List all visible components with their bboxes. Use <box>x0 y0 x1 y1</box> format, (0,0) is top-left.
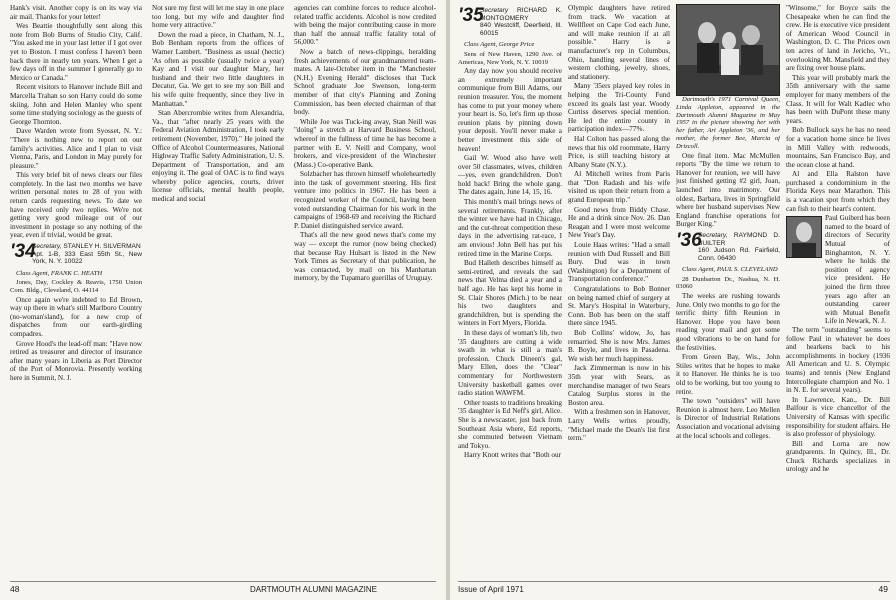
class-agent-address: Jones, Day, Cockley & Reavis, 1750 Union Com. Bldg., Cleveland, O. 44114 <box>10 279 142 294</box>
class-agent: Class Agent, PAUL S. CLEVELAND <box>682 266 778 274</box>
paragraph: The weeks are rushing towards June. Only two months to go for the terrific thirty fifth Reunion in Hanover. Hope you have been reading your mail and got some good vibrations to be on hand for the festivities. <box>676 292 780 352</box>
class-secretary: Secretary, STANLEY H. SILVERMAN Apt. 1-B, 333 East 55th St., New York, N. Y. 10022 <box>32 243 142 266</box>
left-col-1 <box>10 4 142 574</box>
paragraph: Al Mitchell writes from Paris that "Don Radash and his wife visited us upon their return from a grand European trip." <box>568 170 670 205</box>
paragraph: In Lawrence, Kan., Dr. Bill Balfour is vice chancellor of the University of Kansas with specific responsibility for student affairs. He is also professor of physiology. <box>786 395 890 439</box>
right-col-3 <box>676 4 780 574</box>
paragraph: This very brief bit of news clears our files completely. In the last two months we have written personal notes to 28 of you with return cards requesting news. To date we have received only two replies. We're not getting very good mileage out of our investment in postage so any nothing of the year, even if trivial, would be great. <box>10 171 142 240</box>
paragraph: Not sure my first will let me stay in one place too long, but my wife and daughter find home very attractive." <box>152 4 284 30</box>
paragraph: This year will probably mark the 35th anniversary with the same employer for many members of the Class. It will for Walt Kadlec who has been with DuPont these many years. <box>786 73 890 125</box>
paragraph: Dave Warden wrote from Syosset, N. Y.: "There is nothing new to report on our family's activities. Alice and I plan to visit Vienna, Paris, and London in May purely for pleasure." <box>10 127 142 170</box>
paragraph: Louie Haas writes: "Had a small reunion with Dud Russell and Bill Bury. Dud was in town (Washington) for a Department of Transportation conference." <box>568 241 670 284</box>
class-agent-address: 28 Dunbarton Dr., Nashua, N. H. 03060 <box>676 275 780 291</box>
left-col-2 <box>152 4 284 574</box>
paragraph: The town "outsiders" will have Reunion is almost here. Leo Mellen is Director of Industrial Relations Association and vocational advising at the local schools and colleges. <box>676 397 780 440</box>
paragraph: Al and Ella Ralston have purchased a condominium in the Florida Keys near Marathon. This is a vacation spot from which they can fish to their heart's content. <box>786 170 890 213</box>
paragraph: agencies can combine forces to reduce alcohol-related traffic accidents. Alcohol is now credited with being the major contributing cause in more than half the annual traffic fatality total of 56,000." <box>294 4 436 47</box>
right-col-1 <box>458 4 562 574</box>
paragraph: Bud Halleth describes himself as semi-retired, and reveals the sad news that Velma died a year and a half ago. He has kept his home in St. Clair Shores (Mich.) to be near his two daughters and grandchildren, but is spending the winters in Fort Myers, Florida. <box>458 259 562 328</box>
class-secretary: Secretary, RAYMOND D. BUILTER 160 Judson Rd. Fairfield, Conn. 06430 <box>698 231 780 262</box>
right-page <box>450 0 896 600</box>
paragraph: Olympic daughters have retired from track. We vacation at Wellfleet on Cape Cod each June, and will make reunion if at all possible." Harry is a manufacturer's rep in Columbus, Ohio, handling several lines of western clothing, jewelry, shoes, and stationery. <box>568 4 670 81</box>
paragraph: Congratulations to Bob Bonner on being named chief of surgery at St. Mary's Hospital in Waterbury, Conn. Bob has been on the staff there since 1945. <box>568 285 670 328</box>
class-heading-1936 <box>676 229 780 262</box>
paragraph: In these days of woman's lib, two '35 daughters are cutting a wide swath in what is still a man's profession. Chuck Dineen's gal, Mary Ellen, does the "Clear" commentary for Northwestern University basketball games over radio station WAWFM. <box>458 328 562 398</box>
paragraph: The term "outstanding" seems to follow Paul in whatever he does and hearkens back to his accomplishments in hockey (1936 All American and U. S. Olympic teams) and tennis (New England Intercollegiate champion and No. 1 in N. E. for several years). <box>786 325 890 395</box>
paragraph: Hal Colton has passed along the news that his old roommate, Harry Price, is still teaching history at Albany State (N.Y.). <box>568 134 670 169</box>
paragraph: Recent visitors to Hanover include Bill and Marcella Trahan so son Harry could do some skiing. John and Helen Manley who spent some time studying sociology as the guests of George Thornton. <box>10 83 142 126</box>
paragraph: Once again we're indebted to Ed Brown, way up there in what's still Marlboro Country (no-woman'sland), for a new crop of dispatches from our earth-girdling compadres. <box>10 295 142 338</box>
paragraph: One final item. Mac McMullen reports "By the time we return to Hanover for reunion, we will have just finished getting #2 girl, Joan, launched into matrimony. Our oldest, Barbara, lives in Springfield where her husband supervises New England franchise operations for Burger King." <box>676 151 780 229</box>
class-year: '36 <box>676 229 702 251</box>
footer-rule <box>458 581 890 582</box>
class-year: '34 <box>10 241 36 263</box>
paragraph: That's all the new good news that's come my way — except the rumor (now being checked) that because Ray Hulsart is listed in the New York Times as Secretary of that publication, he was contacted, by mail on his Manhattan memory, by the Tupamaro guerillas of Uruguay. <box>294 231 436 283</box>
guiberd-photo <box>786 216 822 258</box>
paragraph: Many '35ers played key roles in helping the Tri-County Fund exceed its goals last year. Woody Curtiss deserves special mention. He led the entire county in participation index—77%. <box>568 82 670 134</box>
class-agent: Class Agent, FRANK C. HEATH <box>16 269 103 277</box>
paragraph: While Joe was Tuck-ing away, Stan Neill was "doing" a stretch at Harvard Business School, whereof in the fullness of time he has become a partner with E. V. Neill and Company, wool brokers, and vice-president of the Winchester (Mass.) Co-operative Bank. <box>294 117 436 169</box>
issue-line: Issue of April 1971 <box>458 585 524 594</box>
paragraph: With a freshmen son in Hanover, Larry Wells writes proudly, "Michael made the Dean's list first term." <box>568 408 670 443</box>
paragraph: Paul Guiberd has been named to the board of directors of Security Mutual of Binghamton, N. Y. where he holds the position of agency vice president. He joined the firm three years ago after an outstanding career with Mutual Benefit Life in Newark, N. J. <box>825 214 890 326</box>
class-year: '35 <box>458 5 484 26</box>
paragraph: Any day now you should receive an extremely important communique from Bill Adams, our reunion treasurer. You, the moment has come to put your money where your heart is. So, let's firm up those reunion plans by pinning down your deposit. You'll never make a better investment this side of heaven! <box>458 67 562 153</box>
paragraph: Bob Bullock says he has no need for a vacation home since he lives in Mill Valley with redwoods, mountains, San Francisco Bay, and the ocean close at hand. <box>786 126 890 169</box>
page-number: 49 <box>878 584 888 594</box>
right-col-2 <box>568 4 670 574</box>
class-agent: Class Agent, George Price <box>464 41 535 49</box>
guiberd-block <box>786 214 890 326</box>
paragraph: Other toasts to traditions breaking '35 daughter is Ed Neff's girl, Alice. She is a newscaster, just back from Southeast Asia where, Ed reports, she commuted between Vietnam and Tokyo. <box>458 398 562 450</box>
paragraph: Bob Collins' widow, Jo, has remarried. She is now Mrs. James B. Boyle, and lives in Pasadena. We wish her much happiness. <box>568 328 670 363</box>
paragraph: Down the road a piece, in Chatham, N. J., Bob Benham reports from the offices of Warner Lambert. "Business as usual (hectic) 'As often as possible (usually twice a year) Kay and I visit our daughter Mary, her husband and their two little daughters in Decatur, Ga. We get to see my son Bill and his wife quite frequently, since they live in Manhattan." <box>152 30 284 108</box>
paragraph: Solzbacher has thrown himself wholeheartedly into the task of government steering. His first venture into politics in 1967. He has been a recognized worker of the Council, having been voted outstanding Chairman for his work in the campaigns of 1968-69 and receiving the Richard P. Daniel distinguished service award. <box>294 170 436 230</box>
paragraph: Wes Beattie thoughtfully sent along this note from Bob Burns of Studio City, Calif. "You asked me in your last letter if I got over yet to Boston. I must confess I haven't been back there in nearly ten years. When I get a few days off in the summer I generally go to Mexico or Canada." <box>10 22 142 82</box>
paragraph: Jack Zimmerman is now in his 35th year with Sears, as merchandise manager of two Sears Catalog Surplus stores in the Boston area. <box>568 364 670 407</box>
photo-caption: Dartmouth's 1971 Carnival Queen, Linda Appleton, appeared in the Dartmouth Alumni Magazine in May 1957 in the picture showing her with her father, Art Appleton '36, and her mother, the former Bee, Marcia of Drizcoll. <box>676 96 780 150</box>
left-col-3 <box>294 4 436 574</box>
paragraph: Now a batch of news-clippings, heralding fresh achievements of our grandmannered team-mates. A late-October item in the "Manchester (N.H.) Evening Herald" discloses that Tuck School graduate Joe Swenson, long-term member of that city's Planning and Zoning Commission, has been elected chairman of that body. <box>294 47 436 117</box>
paragraph: This month's mail brings news of several retirements. Frankly, after the winter we have had in Chicago, and the cut-throat competition these days in the advertising rat-race, I am envious! John Bell has put his retired time in the Marine Corps. <box>458 198 562 258</box>
footer-rule <box>10 581 436 582</box>
class-heading-1935 <box>458 7 562 37</box>
page-number: 48 <box>10 584 20 594</box>
paragraph: Grove Hood's the lead-off man: "Have now retired as treasurer and director of insurance after many years in Liberia as Port Director of the Port of Monrovia. Presently working here in Summit, N. J. <box>10 339 142 382</box>
class-secretary: Secretary RICHARD K. MONTGOMERY 840 Westcliff, Deerfield, Ill. 60015 <box>480 7 562 37</box>
carnival-queen-photo <box>676 4 780 96</box>
right-col-4 <box>786 4 890 574</box>
paragraph: Harry Knott writes that "Both our <box>464 451 561 460</box>
paragraph: Good news from Biddy Chase. He and a drink since Nov. 26. Dan Reagan and I were most welcome New Year's Day. <box>568 205 670 240</box>
paragraph: Hank's visit. Another copy is on its way via air mail. Thanks for your letter! <box>10 4 142 21</box>
paragraph: Bill and Lorna are now grandparents. In Quincy, Ill., Dr. Chuck Richards specializes in urology and he <box>786 439 890 474</box>
left-page <box>0 0 446 600</box>
paragraph: "Winsome," for Boyce sails the Chesapeake when he can find the crew. He is executive vice president of American Wood Council in Washington, D. C. The Prices own ten acres of land in Jericho, Vt., overlooking Mt. Mansfield and they are fixing over house plans. <box>786 4 890 73</box>
paragraph: From Green Bay, Wis., John Stiles writes that he hopes to make it to Hanover. He thinks he is too old to be working, but too young to retire. <box>676 353 780 396</box>
class-agent-address: Sens of New Haven, 1290 Ave. of Americas, New York, N. Y. 10019 <box>458 50 562 66</box>
magazine-title: DARTMOUTH ALUMNI MAGAZINE <box>250 585 377 594</box>
paragraph: Gail W. Wood also have well over 50 classmates, wives, children—yes, even grandchildren. Don't hold back! Bring the whole gang. The dates again, June 14, 15, 16. <box>458 154 562 197</box>
paragraph: Stan Abercrombie writes from Alexandria, Va., that "after nearly 25 years with the Federal Aviation Administration, I took early retirement (November, 1970)." He joined the Office of Alcohol Countermeasures, National Highway Traffic Safety Administration, U. S. Department of Transportation, and am enjoying it. The goal of OAC is to find ways whereby police agencies, courts, driver license officials, mental health people, medical and social <box>152 109 284 204</box>
class-heading-1934 <box>10 243 142 266</box>
